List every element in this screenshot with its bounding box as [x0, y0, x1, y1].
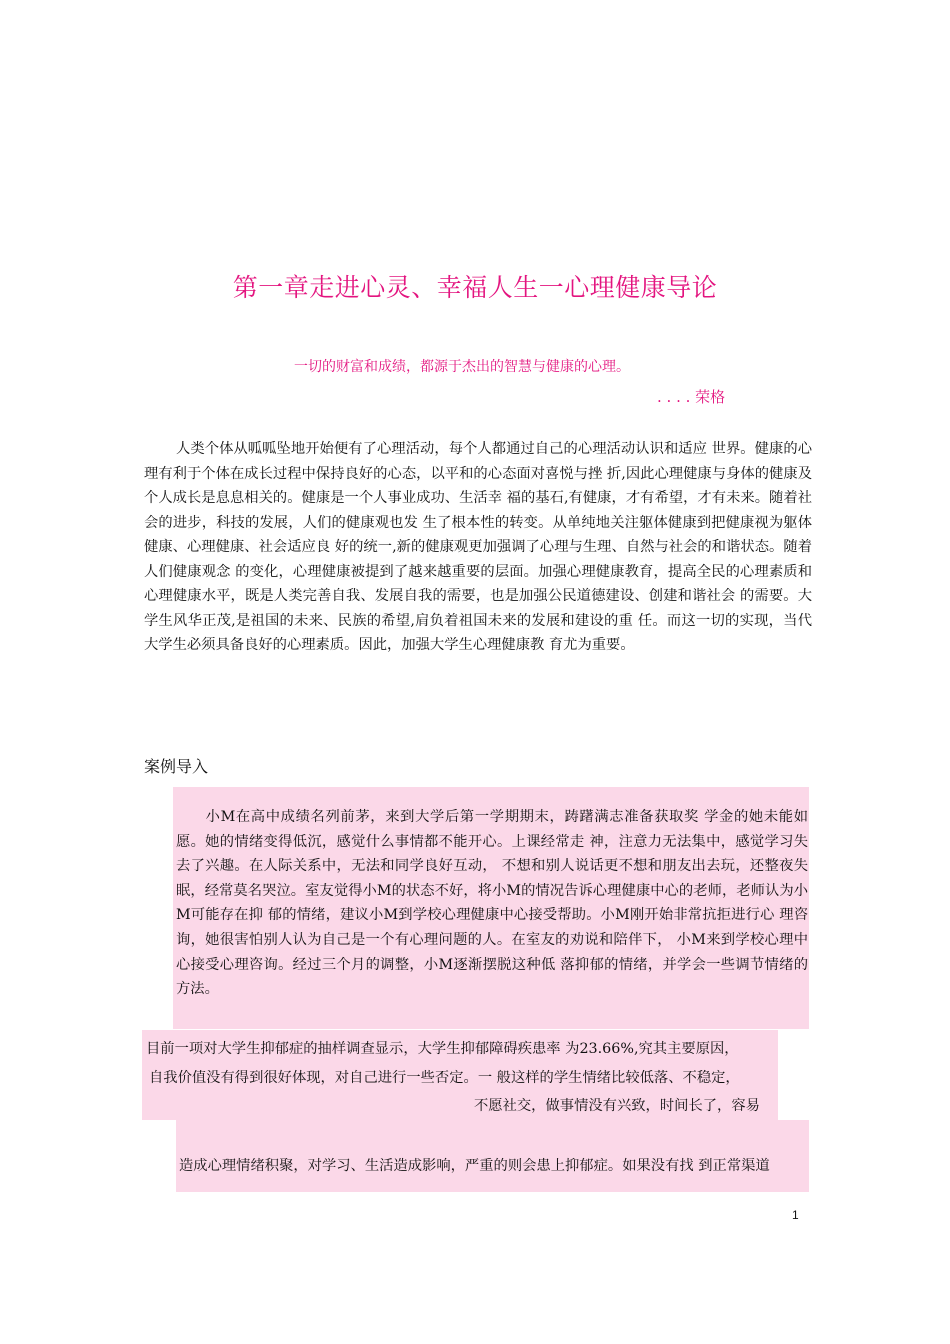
epigraph-attribution: . . . . 荣格: [657, 388, 726, 406]
survey-line: 目前一项对大学生抑郁症的抽样调查显示，大学生抑郁障碍疾患率 为23.66%,究其主要原因，: [146, 1041, 739, 1057]
chapter-title: 第一章走进心灵、幸福人生一心理健康导论: [232, 273, 718, 302]
case-paragraph-text: 小M在高中成绩名列前茅，来到大学后第一学期期末，踌躇满志准备获取奖 学金的她未能如愿。她的情绪变得低沉，感觉什么事情都不能开心。上课经常走 神，注意力无法集中，感觉学习失去了兴趣。在人际关系中，无法和同学良好互动， 不想和别人说话更不想和朋友出去玩，还整夜失眠，经常莫名哭泣。室友觉得小M的状态不好，将小M的情况告诉心理健康中心的老师，老师认为小M可能存在抑 郁的情绪，建议小M到学校心理健康中心接受帮助。小M刚开始非常抗拒进行心 理咨询，她很害怕别人认为自己是一个有心理问题的人。在室友的劝说和陪伴下， 小M来到学校心理中心接受心理咨询。经过三个月的调整，小M逐渐摆脱这种低 落抑郁的情绪，并学会一些调节情绪的方法。: [176, 809, 808, 998]
case-highlight-box: [173, 787, 809, 1029]
continuation-line: 造成心理情绪积聚，对学习、生活造成影响，严重的则会患上抑郁症。如果没有找 到正常渠道: [179, 1158, 770, 1174]
survey-highlight-box: [142, 1030, 778, 1120]
case-heading: 案例导入: [144, 757, 209, 776]
intro-paragraph: [144, 437, 812, 658]
intro-paragraph-text: 人类个体从呱呱坠地开始便有了心理活动，每个人都通过自己的心理活动认识和适应 世界。健康的心理有利于个体在成长过程中保持良好的心态，以平和的心态面对喜悦与挫 折,因此心理健康与身体的健康及个人成长是息息相关的。健康是一个人事业成功、生活幸 福的基石,有健康，才有希望，才有未来。随着社会的进步，科技的发展，人们的健康观也发 生了根本性的转变。从单纯地关注躯体健康到把健康视为躯体健康、心理健康、社会适应良 好的统一,新的健康观更加强调了心理与生理、自然与社会的和谐状态。随着人们健康观念 的变化，心理健康被提到了越来越重要的层面。加强心理健康教育，提高全民的心理素质和 心理健康水平，既是人类完善自我、发展自我的需要，也是加强公民道德建设、创建和谐社会 的需要。大学生风华正茂,是祖国的未来、民族的希望,肩负着祖国未来的发展和建设的重 任。而这一切的实现，当代大学生必须具备良好的心理素质。因此，加强大学生心理健康教 育尤为重要。: [144, 441, 812, 653]
survey-line: 自我价值没有得到很好体现，对自己进行一些否定。一 般这样的学生情绪比较低落、不稳定，: [149, 1070, 740, 1086]
survey-line: 不愿社交，做事情没有兴致，时间长了，容易: [474, 1098, 760, 1114]
continuation-highlight-box: [176, 1120, 809, 1192]
epigraph-quote: 一切的财富和成绩，都源于杰出的智慧与健康的心理。: [294, 359, 630, 375]
case-paragraph: [176, 805, 808, 1002]
page-number: 1: [792, 1208, 799, 1222]
